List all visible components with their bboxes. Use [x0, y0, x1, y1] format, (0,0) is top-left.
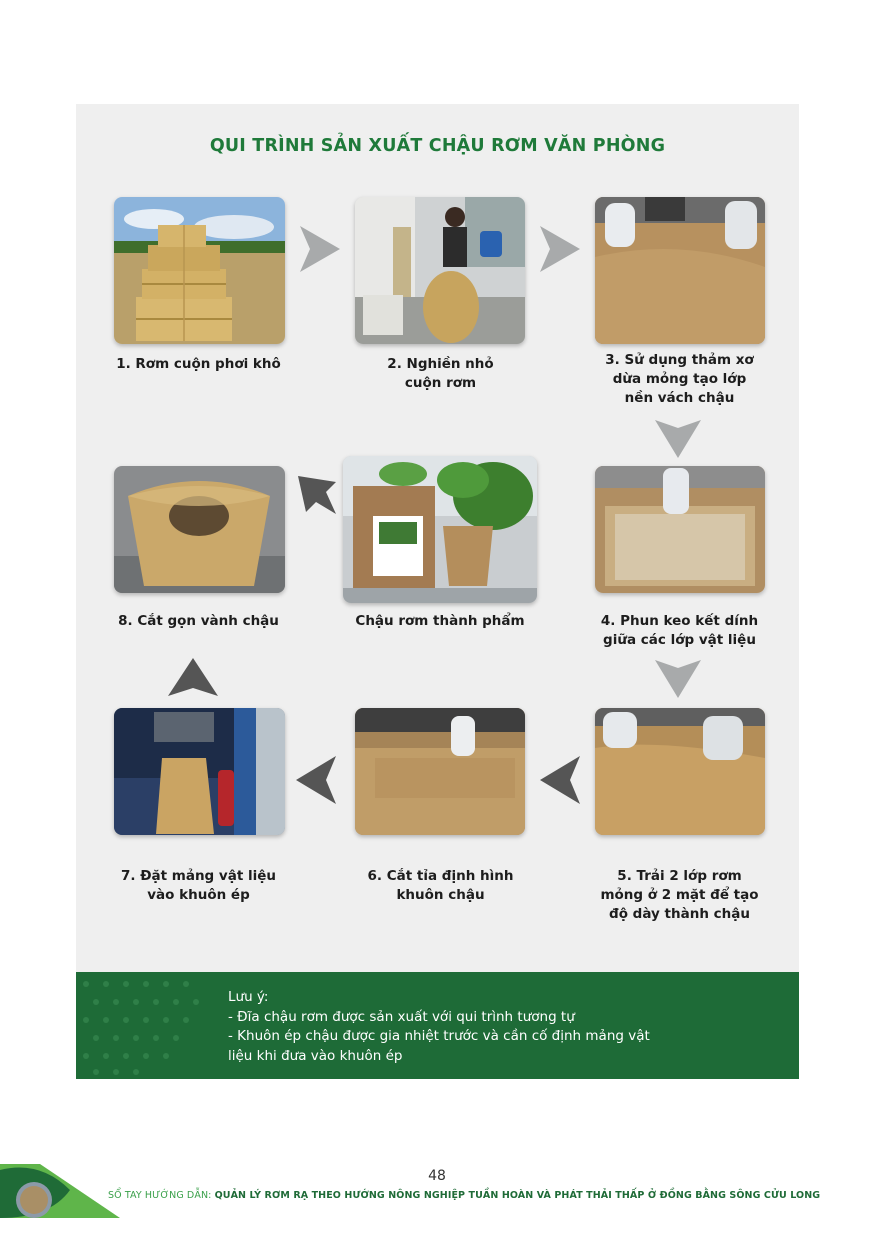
step-4-caption	[573, 612, 786, 650]
step-6-line-1: 6. Cắt tỉa định hình	[367, 868, 514, 884]
note-line-2: - Khuôn ép chậu được gia nhiệt trước và cần cố định mảng vật	[228, 1028, 650, 1044]
photo-coconut-mat	[595, 197, 765, 344]
arrow-down-icon	[655, 660, 701, 698]
step-4-line-2: giữa các lớp vật liệu	[603, 632, 756, 648]
step-1-caption	[96, 355, 301, 374]
photo-laying-straw	[595, 708, 765, 835]
note-heading: Lưu ý:	[228, 989, 269, 1005]
photo-trimming-shape	[355, 708, 525, 835]
step-7-caption	[96, 867, 301, 905]
step-5-line-3: độ dày thành chậu	[609, 906, 750, 922]
photo-spraying-glue	[595, 466, 765, 593]
finished-line-1: Chậu rơm thành phẩm	[355, 613, 525, 629]
photo-press-mold	[114, 708, 285, 835]
finished-product-caption	[330, 612, 550, 631]
step-5-caption	[573, 867, 786, 924]
footer-book-title: QUẢN LÝ RƠM RẠ THEO HƯỚNG NÔNG NGHIỆP TUẦN HOÀN VÀ PHÁT THẢI THẤP Ở ĐỒNG BẰNG SÔNG CỬU LONG	[214, 1190, 821, 1201]
note-text	[228, 988, 788, 1066]
step-8-caption	[96, 612, 301, 631]
note-line-3: liệu khi đưa vào khuôn ép	[228, 1047, 403, 1064]
step-5-line-2: mỏng ở 2 mặt để tạo	[600, 887, 759, 903]
note-box	[76, 972, 799, 1079]
step-7-line-1: 7. Đặt mảng vật liệu	[120, 868, 277, 884]
arrow-right-icon	[540, 226, 580, 272]
step-7-line-2: vào khuôn ép	[147, 887, 250, 903]
photo-straw-bales	[114, 197, 285, 344]
arrow-left-icon	[540, 756, 580, 804]
step-3-caption	[577, 351, 782, 408]
step-5-line-1: 5. Trải 2 lớp rơm	[617, 868, 742, 884]
step-3-line-2: dừa mỏng tạo lớp	[612, 371, 747, 387]
footer-logo-icon	[0, 1160, 120, 1220]
step-1-line-1: 1. Rơm cuộn phơi khô	[116, 356, 281, 372]
note-line-1: - Đĩa chậu rơm được sản xuất với qui trình tương tự	[228, 1008, 575, 1025]
step-4-line-1: 4. Phun keo kết dính	[600, 613, 759, 629]
step-3-line-1: 3. Sử dụng thảm xơ	[605, 352, 754, 368]
photo-trimmed-rim	[114, 466, 285, 593]
step-2-caption	[338, 355, 543, 393]
arrow-up-icon	[168, 658, 218, 696]
page-number: 48	[428, 1168, 446, 1184]
step-3-line-3: nền vách chậu	[624, 390, 735, 406]
arrow-left-icon	[296, 756, 336, 804]
step-2-line-1: 2. Nghiền nhỏ	[387, 356, 494, 372]
footer-label: SỔ TAY HƯỚNG DẪN:	[108, 1190, 215, 1201]
step-2-line-2: cuộn rơm	[404, 375, 477, 391]
step-8-line-1: 8. Cắt gọn vành chậu	[118, 613, 279, 629]
photo-finished-pot	[343, 456, 537, 603]
footer-title	[108, 1190, 820, 1201]
photo-grinding-straw	[355, 197, 525, 344]
page-title: QUI TRÌNH SẢN XUẤT CHẬU RƠM VĂN PHÒNG	[209, 136, 666, 156]
arrow-diagonal-icon	[298, 476, 338, 516]
dot-pattern-decoration	[76, 972, 236, 1079]
step-6-caption	[338, 867, 543, 905]
arrow-right-icon	[300, 226, 340, 272]
arrow-down-icon	[655, 420, 701, 458]
step-6-line-2: khuôn chậu	[396, 887, 485, 903]
